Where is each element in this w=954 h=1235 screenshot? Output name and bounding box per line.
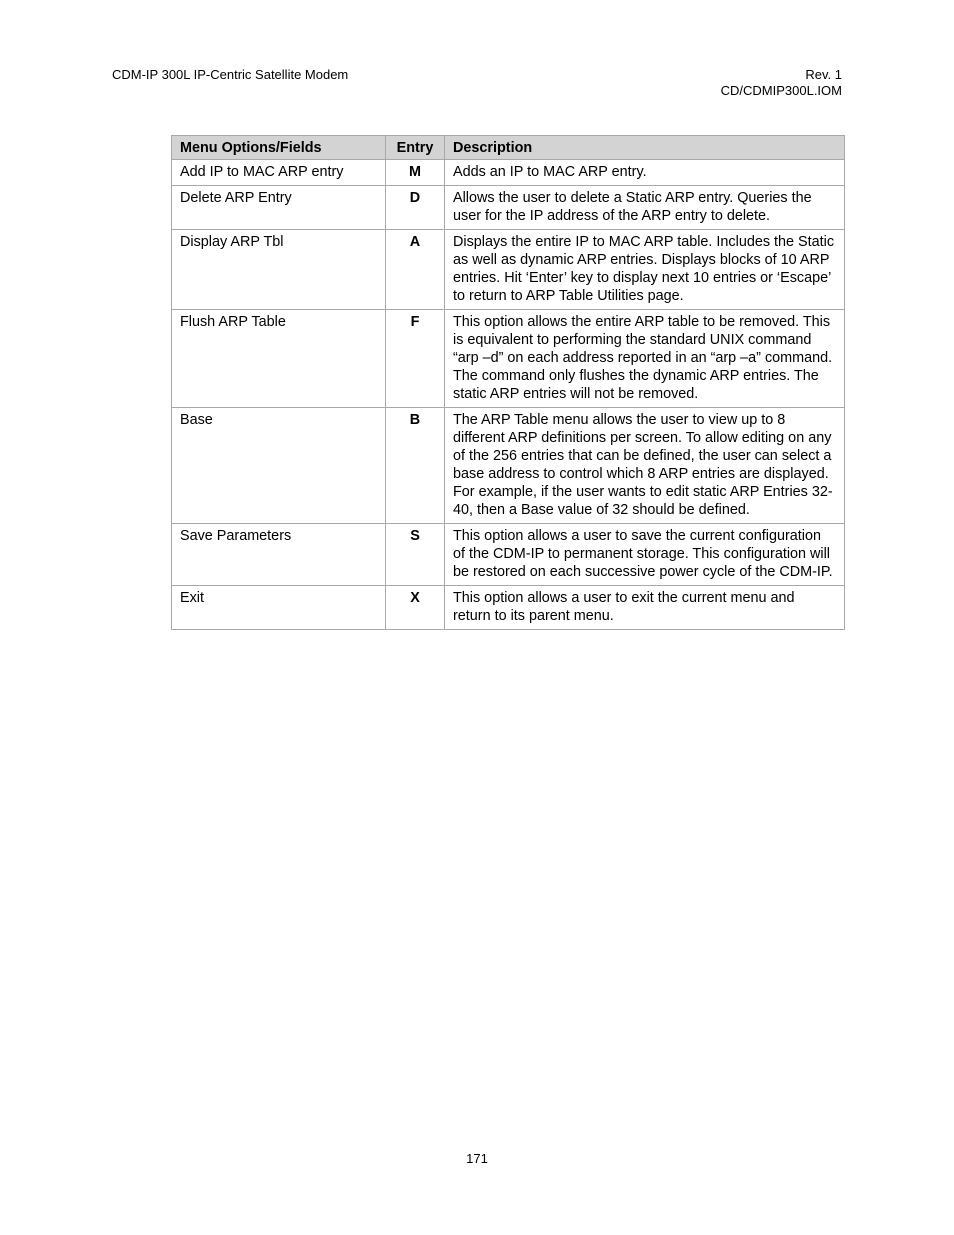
option-name: Base <box>172 408 386 524</box>
table-row <box>172 586 845 630</box>
document-revision-block <box>721 67 842 99</box>
entry-key: S <box>386 524 445 586</box>
option-description: Adds an IP to MAC ARP entry. <box>445 160 845 186</box>
entry-key: F <box>386 310 445 408</box>
column-header-entry: Entry <box>386 136 445 160</box>
option-name: Add IP to MAC ARP entry <box>172 160 386 186</box>
table-row <box>172 186 845 230</box>
option-name: Display ARP Tbl <box>172 230 386 310</box>
entry-key: X <box>386 586 445 630</box>
table-row <box>172 160 845 186</box>
document-title: CDM-IP 300L IP-Centric Satellite Modem <box>112 67 349 82</box>
column-header-menu-options: Menu Options/Fields <box>172 136 386 160</box>
column-header-description: Description <box>445 136 845 160</box>
option-description: This option allows the entire ARP table to be removed. This is equivalent to performing the standard UNIX command “arp –d” on each address reported in an “arp –a” command. The command only flushes the dynamic ARP entries. The static ARP entries will not be removed. <box>445 310 845 408</box>
entry-key: M <box>386 160 445 186</box>
table-row <box>172 230 845 310</box>
menu-options-table <box>171 135 845 630</box>
option-name: Save Parameters <box>172 524 386 586</box>
option-description: Displays the entire IP to MAC ARP table. Includes the Static as well as dynamic ARP entries. Displays blocks of 10 ARP entries. Hit ‘Enter’ key to display next 10 entries or ‘Escape’ to return to ARP Table Utilities page. <box>445 230 845 310</box>
option-description: The ARP Table menu allows the user to view up to 8 different ARP definitions per screen. To allow editing on any of the 256 entries that can be defined, the user can select a base address to control which 8 ARP entries are displayed. For example, if the user wants to edit static ARP Entries 32-40, then a Base value of 32 should be defined. <box>445 408 845 524</box>
option-description: This option allows a user to save the current configuration of the CDM-IP to permanent storage. This configuration will be restored on each successive power cycle of the CDM-IP. <box>445 524 845 586</box>
table-row <box>172 310 845 408</box>
entry-key: D <box>386 186 445 230</box>
revision-label: Rev. 1 <box>805 67 842 82</box>
table-row <box>172 408 845 524</box>
page-number: 171 <box>466 1151 488 1166</box>
table-header-row <box>172 136 845 160</box>
option-description: This option allows a user to exit the current menu and return to its parent menu. <box>445 586 845 630</box>
option-name: Delete ARP Entry <box>172 186 386 230</box>
option-name: Exit <box>172 586 386 630</box>
entry-key: A <box>386 230 445 310</box>
option-description: Allows the user to delete a Static ARP entry. Queries the user for the IP address of the ARP entry to delete. <box>445 186 845 230</box>
option-name: Flush ARP Table <box>172 310 386 408</box>
entry-key: B <box>386 408 445 524</box>
document-code: CD/CDMIP300L.IOM <box>720 83 842 98</box>
table-row <box>172 524 845 586</box>
